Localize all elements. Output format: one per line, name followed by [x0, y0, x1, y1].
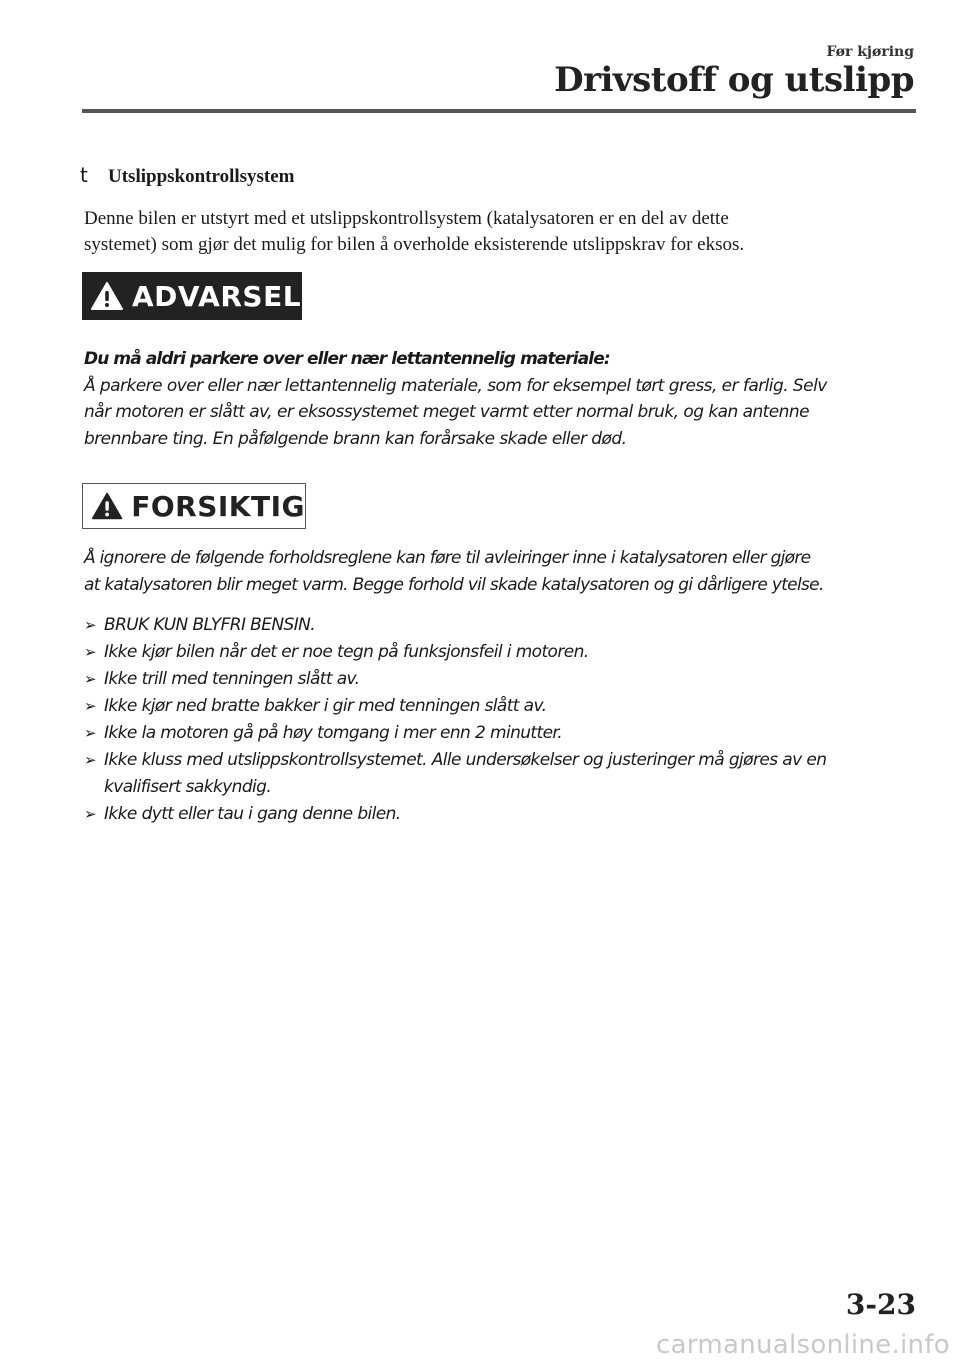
watermark: carmanualsonline.info: [655, 1330, 950, 1360]
warning-label: ADVARSEL: [132, 279, 302, 313]
intro-line: systemet) som gjør det mulig for bilen å overholde eksisterende utslippskrav for eksos.: [84, 234, 745, 255]
header-section: Før kjøring: [826, 44, 914, 60]
list-item-text: Ikke trill med tenningen slått av.: [104, 669, 360, 689]
list-item: [84, 612, 934, 639]
list-item-text: Ikke kluss med utslippskontrollsystemet. Alle undersøkelser og justeringer må gjøres av en: [104, 750, 827, 770]
caution-line: Å ignorere de følgende forholdsreglene kan føre til avleiringer inne i katalysatoren eller gjøre: [84, 548, 811, 568]
warning-line: brennbare ting. En påfølgende brann kan forårsake skade eller død.: [84, 428, 627, 449]
section-marker: t: [80, 163, 88, 187]
list-item-text: Ikke la motoren gå på høy tomgang i mer enn 2 minutter.: [104, 723, 563, 743]
warning-line: Å parkere over eller nær lettantennelig materiale, som for eksempel tørt gress, er farlig. Selv: [84, 375, 827, 396]
page-title: Drivstoff og utslipp: [554, 60, 914, 100]
section-heading-text: Utslippskontrollsystem: [108, 166, 295, 187]
intro-line: Denne bilen er utstyrt med et utslippskontrollsystem (katalysatoren er en del av dette: [84, 208, 729, 229]
bullet-arrow-icon: ➢: [84, 724, 96, 742]
list-item-text: BRUK KUN BLYFRI BENSIN.: [104, 615, 316, 635]
warning-text: [84, 346, 924, 452]
list-item-text-continued: kvalifisert sakkyndig.: [104, 777, 272, 797]
list-item: [84, 720, 934, 747]
bullet-arrow-icon: ➢: [84, 751, 96, 769]
list-item: [84, 666, 934, 693]
section-heading: [80, 163, 295, 188]
page-number: 3-23: [845, 1288, 916, 1321]
caution-line: at katalysatoren blir meget varm. Begge forhold vil skade katalysatoren og gi dårligere ytelse.: [84, 574, 824, 595]
list-item-text: Ikke kjør bilen når det er noe tegn på funksjonsfeil i motoren.: [104, 642, 589, 662]
list-item: [84, 693, 934, 720]
warning-badge: [82, 272, 302, 320]
bullet-arrow-icon: ➢: [84, 643, 96, 661]
caution-text: [84, 545, 934, 598]
warning-heading: Du må aldri parkere over eller nær lettantennelig materiale:: [84, 349, 610, 369]
exclamation-triangle-icon: [91, 491, 123, 521]
list-item: [84, 639, 934, 666]
intro-paragraph: [84, 206, 914, 258]
exclamation-triangle-icon: [90, 281, 124, 311]
list-item: [84, 747, 934, 801]
bullet-arrow-icon: ➢: [84, 697, 96, 715]
caution-bullet-list: [84, 612, 934, 828]
warning-line: når motoren er slått av, er eksossystemet meget varmt etter normal bruk, og kan antenne: [84, 402, 810, 422]
list-item-text: Ikke dytt eller tau i gang denne bilen.: [104, 804, 401, 824]
caution-badge: [82, 483, 306, 529]
bullet-arrow-icon: ➢: [84, 805, 96, 823]
bullet-arrow-icon: ➢: [84, 616, 96, 634]
list-item: [84, 801, 934, 828]
header-divider: [82, 109, 916, 113]
bullet-arrow-icon: ➢: [84, 670, 96, 688]
caution-label: FORSIKTIG: [131, 489, 305, 523]
list-item-text: Ikke kjør ned bratte bakker i gir med tenningen slått av.: [104, 696, 547, 716]
